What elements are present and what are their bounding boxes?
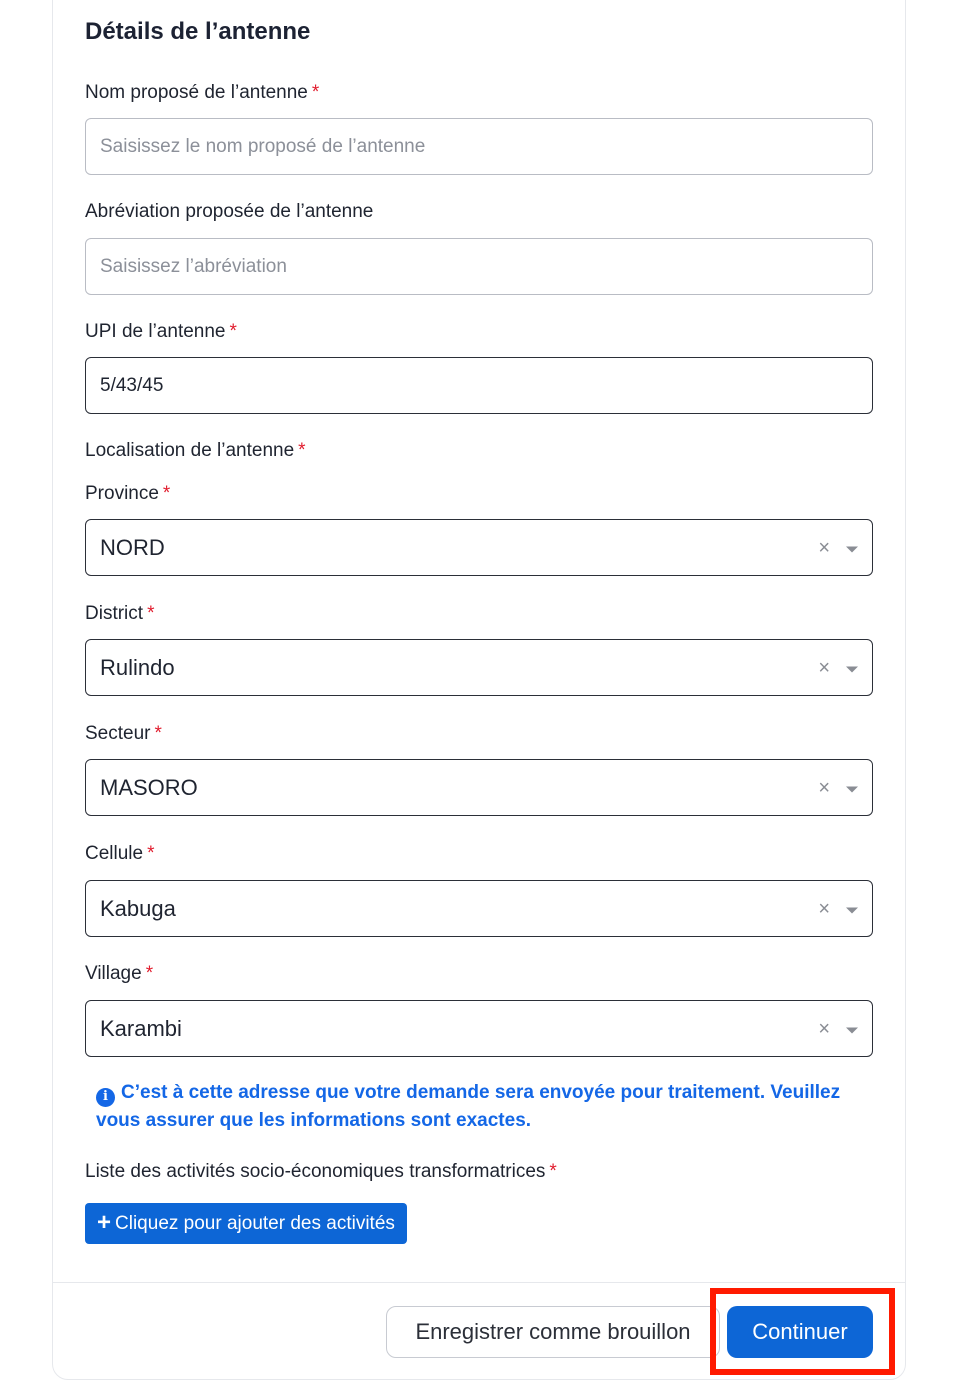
plus-icon: + [97,1208,112,1236]
abbr-input[interactable] [85,238,873,295]
chevron-down-icon[interactable] [846,1027,858,1033]
upi-input[interactable] [85,357,873,414]
district-select[interactable] [85,639,873,696]
upi-label-text: UPI de l’antenne [85,321,226,342]
location-label [85,440,306,462]
location-label-text: Localisation de l’antenne [85,440,295,461]
required-marker: * [154,723,162,744]
district-label-text: District [85,603,144,624]
required-marker: * [298,440,306,461]
province-label [85,483,170,505]
village-label [85,963,153,985]
upi-label [85,321,237,343]
section-title: Détails de l’antenne [85,18,311,45]
chevron-down-icon[interactable] [846,666,858,672]
village-value: Karambi [100,1015,182,1041]
village-select[interactable] [85,1000,873,1057]
required-marker: * [311,82,320,103]
district-label [85,603,154,625]
add-activities-button[interactable] [85,1203,407,1244]
add-activities-label: Cliquez pour ajouter des activités [115,1212,395,1234]
clear-icon[interactable]: × [818,656,830,679]
footer-divider [53,1282,905,1283]
province-select[interactable] [85,519,873,576]
abbr-label [85,201,373,223]
secteur-label [85,723,162,745]
save-draft-button[interactable]: Enregistrer comme brouillon [386,1306,720,1358]
name-input[interactable] [85,118,873,175]
clear-icon[interactable]: × [818,536,830,559]
chevron-down-icon[interactable] [846,786,858,792]
continue-button[interactable]: Continuer [727,1306,873,1358]
clear-icon[interactable]: × [818,1017,830,1040]
activities-label [85,1161,557,1183]
province-label-text: Province [85,483,159,504]
clear-icon[interactable]: × [818,897,830,920]
abbr-input-placeholder: Saisissez l’abréviation [100,255,287,277]
cellule-label [85,843,155,865]
secteur-value: MASORO [100,774,198,800]
info-text: C’est à cette adresse que votre demande sera envoyée pour traitement. Veuillez vous assurer que les informations sont exactes. [96,1082,841,1131]
cellule-select[interactable] [85,880,873,937]
name-input-placeholder: Saisissez le nom proposé de l’antenne [100,135,426,157]
cellule-value: Kabuga [100,895,176,921]
info-icon: i [96,1088,115,1107]
abbr-label-text: Abréviation proposée de l’antenne [85,201,374,222]
chevron-down-icon[interactable] [846,546,858,552]
name-label-text: Nom proposé de l’antenne [85,82,308,103]
secteur-select[interactable] [85,759,873,816]
secteur-label-text: Secteur [85,723,151,744]
province-value: NORD [100,534,165,560]
activities-label-text: Liste des activités socio-économiques transformatrices [85,1161,546,1182]
chevron-down-icon[interactable] [846,907,858,913]
required-marker: * [147,843,155,864]
village-label-text: Village [85,963,142,984]
info-message [96,1079,866,1135]
name-label [85,82,319,104]
required-marker: * [229,321,237,342]
required-marker: * [162,483,171,504]
required-marker: * [549,1161,557,1182]
upi-input-value: 5/43/45 [100,374,164,396]
district-value: Rulindo [100,654,175,680]
cellule-label-text: Cellule [85,843,144,864]
required-marker: * [147,603,155,624]
required-marker: * [145,963,154,984]
clear-icon[interactable]: × [818,776,830,799]
